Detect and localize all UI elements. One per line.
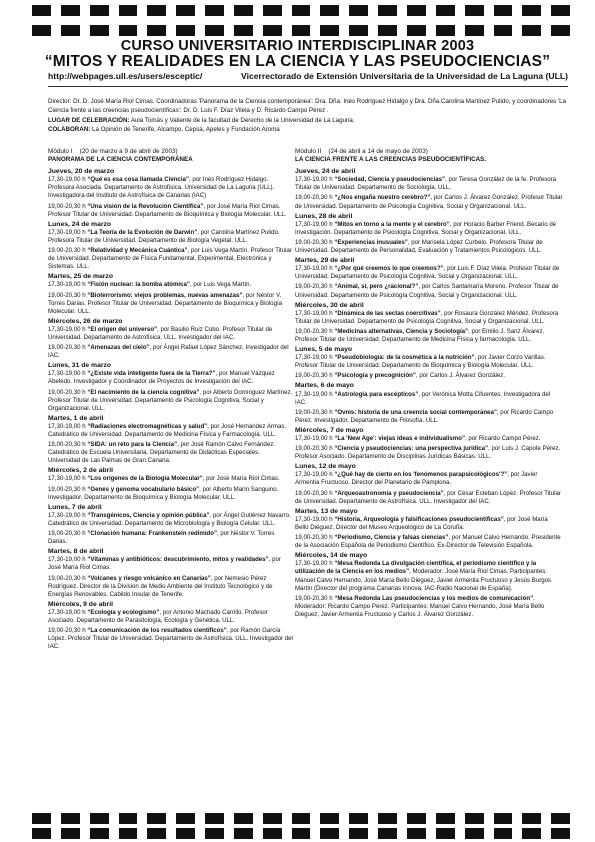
speaker-info: , por Carlos J. Álvarez González. — [415, 372, 506, 380]
schedule-event — [48, 441, 293, 465]
schedule-event — [48, 609, 293, 625]
bar-segment — [263, 5, 282, 16]
speaker-info: , por Basilio Ruiz Cobo. Profesor Titular de Universidad. Departamento de Astrofísica. ULL. Investigador del IAC. — [48, 325, 273, 341]
day-heading: Martes, 29 de abril — [295, 257, 355, 265]
event-time: 17,30-19,00 h — [48, 556, 86, 564]
bar-segment — [407, 828, 426, 839]
day-heading: Martes, 8 de abril — [48, 548, 104, 556]
event-time: 17,30-19,00 h — [295, 435, 333, 442]
schedule-event — [295, 409, 563, 425]
venue-text: Aula Tomás y Valiente de la facultad de Derecho de la Universidad de La Laguna. — [130, 116, 355, 124]
talk-title: “Qué es esa cosa llamada Ciencia” — [87, 176, 189, 184]
bar-segment — [436, 813, 455, 824]
bar-segment — [119, 828, 138, 839]
schedule-event — [295, 534, 563, 550]
speaker-info: , por Ricardo Campo Pérez. — [465, 435, 541, 442]
bar-segment — [436, 25, 455, 36]
event-time: 17,30-19,00 h — [48, 176, 86, 184]
schedule-event — [48, 389, 293, 413]
module-1-schedule — [48, 168, 293, 651]
module-1-title: PANORAMA DE LA CIENCIA CONTEMPORÁNEA — [48, 156, 193, 164]
decorative-bar-bottom — [32, 828, 570, 839]
bar-segment — [320, 813, 339, 824]
schedule-event — [295, 391, 563, 407]
bar-segment — [61, 828, 80, 839]
bar-segment — [147, 25, 166, 36]
schedule-event — [295, 265, 563, 281]
event-time: 19,00-20,30 h — [295, 194, 333, 202]
speaker-info: , por José María Riol Cimas. Profesor Titular de Universidad. Departamento de Bioquímica y Biología Molecular. ULL. — [48, 202, 287, 218]
event-time: 19,00-20,30 h — [295, 283, 333, 291]
speaker-info: , por José María Riol Cimas. — [48, 556, 281, 572]
speaker-info: , por Emilio J. Sanz Álvarez. Profesor Titular de Universidad. Departamento de Medicina Física y farmacología. ULL. — [295, 327, 545, 343]
talk-title: “Pseudobiología: de la cosmética a la nutrición” — [334, 354, 475, 362]
event-time: 17,30-19,00 h — [48, 228, 86, 236]
speaker-info: , por Ramón García López. Profesor Titular de Universidad. Departamento de Astrofísica. ULL. Investigador del IAC. — [48, 627, 293, 651]
event-time: 19,00-20,30 h — [295, 238, 333, 246]
bar-segment — [147, 828, 166, 839]
event-time: 17,30-19,00 h — [48, 511, 86, 519]
bar-segment — [349, 5, 368, 16]
bar-segment — [378, 828, 397, 839]
bar-segment — [119, 813, 138, 824]
bar-segment — [349, 813, 368, 824]
speaker-info: , por José María Riol Cimas. — [202, 475, 280, 483]
talk-title: “El nacimiento de la ciencia cognitiva” — [87, 388, 200, 396]
bar-segment — [292, 813, 311, 824]
event-time: 19,00-20,30 h — [295, 408, 333, 416]
bar-segment — [90, 813, 109, 824]
talk-title: “La Teoría de la Evolución de Darwin” — [87, 228, 198, 236]
bar-segment — [349, 25, 368, 36]
day-heading: Jueves, 24 de abril — [295, 168, 356, 176]
bar-segment — [378, 5, 397, 16]
talk-title: “Bioterrorismo: viejos problemas, nuevas amenazas” — [87, 291, 243, 299]
schedule-event — [295, 372, 563, 380]
talk-title: “¿Qué hay de cierto en los 'fenómenos parapsicológicos'?” — [334, 471, 508, 479]
schedule-event — [295, 176, 563, 192]
talk-title: “Genes y genoma vocabulario básico” — [87, 485, 200, 493]
talk-title: “Experiencias inusuales” — [334, 238, 408, 246]
bar-segment — [494, 813, 513, 824]
speaker-info: , por José María Bello Diéguez. Director del Museo Arqueológico de La Coruña. — [295, 515, 548, 531]
speaker-info: , por Carolina Martínez Pulido. Profesora Titular de Universidad. Departamento de Biología Vegetal. ULL. — [48, 228, 280, 244]
module-1-label: Módulo I — [48, 148, 73, 155]
event-time: 17,30-19,00 h — [48, 475, 86, 483]
event-time: 19,00-20,30 h — [48, 291, 86, 299]
bar-segment — [465, 828, 484, 839]
event-time: 17,30-19,00 h — [295, 354, 333, 362]
event-time: 19,00-20,30 h — [48, 247, 86, 255]
bar-segment — [119, 5, 138, 16]
module-1-column — [48, 148, 293, 653]
day-heading: Martes, 1 de abril — [48, 414, 104, 422]
speaker-info: , por Luis Vega Martín. Profesor Titular de Universidad. Departamento de Física Fundamental, Experimental, Electrónica y Sistemas. ULL. — [48, 247, 292, 271]
schedule-event — [48, 475, 293, 483]
decorative-bar-second — [32, 25, 570, 36]
day-heading: Martes, 13 de mayo — [295, 507, 358, 515]
speaker-info: , por Rosaura González Méndez. Profesora Titular de Universidad. Departamento de Psicología Cognitiva, Social y Organizacional. ULL. — [295, 309, 559, 325]
speaker-info: , por Luis F. Díaz Vilela. Profesor Titular de Universidad. Departamento de Psicología Cognitiva, Social y Organizacional. ULL. — [295, 265, 560, 281]
bar-segment — [494, 5, 513, 16]
bar-segment — [551, 25, 570, 36]
talk-title: “Medicinas alternativas, Ciencia y Sociología” — [334, 327, 469, 335]
schedule-event — [295, 328, 563, 344]
module-1-header — [48, 148, 293, 156]
schedule-event — [48, 292, 293, 316]
schedule-event — [48, 423, 293, 439]
schedule-event — [295, 310, 563, 326]
bar-segment — [551, 828, 570, 839]
talk-title: “Clonación humana: Frankenstein redimido” — [87, 530, 218, 538]
schedule-event — [295, 435, 563, 443]
speaker-info: , por José Ramón Calvo Fernández. Catedrático de Escuela Universitaria. Departamento de Didácticas Especiales. Universidad de Las Palmas de Gran Canaria. — [48, 441, 275, 465]
speaker-info: , por Ángel Rafael López Sánchez. Investigador del IAC. — [48, 344, 289, 360]
speaker-info: , por Teresa González de la fe. Profesora Titular de Universidad. Departamento de Sociología. ULL. — [295, 176, 557, 192]
sponsors-label: COLABORAN: — [48, 126, 91, 134]
venue-label: LUGAR DE CELEBRACIÓN: — [48, 116, 130, 124]
speaker-info: , por Alberto Domínguez Martínez. Profesor Titular de Universidad. Departamento de Psicología Cognitiva, Social y Organizacional. ULL. — [48, 388, 293, 412]
schedule-event — [295, 354, 563, 370]
website-url[interactable]: http://webpages.ull.es/users/esceptic/ — [48, 71, 203, 81]
bar-segment — [407, 813, 426, 824]
event-time: 19,00-20,30 h — [295, 534, 333, 542]
event-time: 17,30-19,00 h — [295, 560, 333, 568]
event-time: 17,30-19,00 h — [295, 220, 333, 228]
bar-segment — [234, 813, 253, 824]
bar-segment — [522, 25, 541, 36]
speaker-info: . Moderador: Ricardo Campo Pérez. Participantes: Manuel Calvo Hernando, José María Bello Diéguez, Javier Armentia Fructuoso y Carlos J. Álvarez González. — [295, 594, 545, 618]
bar-segment — [61, 813, 80, 824]
day-heading: Martes, 25 de marzo — [48, 273, 113, 281]
day-heading: Miércoles, 14 de mayo — [295, 552, 368, 560]
bar-segment — [234, 828, 253, 839]
header-divider — [48, 86, 568, 87]
venue-line — [48, 116, 568, 125]
bar-segment — [176, 25, 195, 36]
bar-segment — [436, 828, 455, 839]
schedule-event — [48, 370, 293, 386]
schedule-event — [295, 194, 563, 210]
schedule-event — [48, 281, 293, 289]
bar-segment — [292, 828, 311, 839]
event-time: 19,00-20,30 h — [48, 627, 86, 635]
talk-title: “Vitaminas y antibióticos: descubrimiento, mitos y realidades” — [87, 556, 269, 564]
talk-title: “Astrología para escépticos” — [334, 390, 419, 398]
talk-title: “Periodismo, Ciencia y falsas ciencias” — [334, 534, 449, 542]
day-heading: Miércoles, 9 de abril — [48, 600, 113, 608]
event-time: 17,30-19,00 h — [48, 370, 86, 378]
bar-segment — [205, 813, 224, 824]
schedule-event — [48, 627, 293, 651]
bar-segment — [176, 5, 195, 16]
event-time: 17,30-19,00 h — [295, 309, 333, 317]
bar-segment — [407, 5, 426, 16]
day-heading: Miércoles, 26 de marzo — [48, 317, 123, 325]
schedule-event — [295, 445, 563, 461]
talk-title: “Mesa Redonda Las pseudociencias y los medios de comunicación” — [334, 594, 534, 602]
schedule-event — [48, 530, 293, 546]
bar-segment — [320, 828, 339, 839]
event-time: 19,00-20,30 h — [295, 372, 333, 380]
speaker-info: , por Inés Rodríguez Hidalgo. Profesora Asociada. Departamento de Astrofísica. Universidad de La Laguna (ULL). Investigadora del Instituto de Astrofísica de Canarias (IAC) — [48, 176, 275, 200]
bar-segment — [263, 828, 282, 839]
bar-segment — [32, 813, 51, 824]
bar-segment — [32, 828, 51, 839]
speaker-info: , por Luis J. Capote Pérez. Profesor Asociado. Departamento de Disciplinas Jurídicas Básicas. ULL. — [295, 445, 561, 461]
bar-segment — [465, 813, 484, 824]
day-heading: Lunes, 28 de abril — [295, 212, 353, 220]
bar-segment — [551, 5, 570, 16]
speaker-info: , por Marisela López Curbelo. Profesora Titular de Universidad. Departamento de Personalidad, Evaluación y Tratamientos Psicológicos. ULL. — [295, 238, 543, 255]
speaker-info: , por Alberto Marín Sanguino. Investigador. Departamento de Bioquímica y Biología Molecular. ULL. — [48, 485, 279, 501]
module-2-column — [295, 148, 563, 621]
talk-title: “¿Por qué creemos lo que creemos?” — [334, 265, 444, 273]
speaker-info: , por Manuel Calvo Hernando. Presidente de la Asociación Española de Periodismo Científico. Ex-Director de Televisión Española. — [295, 534, 561, 550]
event-time: 19,00-20,30 h — [48, 202, 86, 210]
bar-segment — [119, 25, 138, 36]
schedule-event — [48, 486, 293, 502]
talk-title: “Fisión nuclear: la bomba atómica” — [87, 281, 190, 289]
talk-title: “¿Nos engaña nuestro cerebro?” — [334, 194, 431, 202]
module-2-header — [295, 148, 563, 156]
speaker-info: , Moderador: José María Riol Cimas. Participantes: Manuel Calvo Hernando, José María Bello Diéguez, Javier Armentia Fructuoso y Jesús Burgos Martín (Director del programa Canarias Innova, IAC-Radio Nacional de España). — [295, 568, 552, 592]
speaker-info: , por Carlos J. Álvarez González. Profesor Titular de Universidad. Departamento de Psicología Cognitiva, Social y Organizacional. ULL. — [295, 194, 563, 210]
event-time: 19,00-20,30 h — [295, 489, 333, 497]
sponsors-line — [48, 125, 568, 134]
decorative-bar-third — [32, 813, 570, 824]
bar-segment — [522, 828, 541, 839]
schedule-event — [48, 229, 293, 245]
speaker-info: , por Javier Corzo Varillas. Profesor Titular de Universidad. Departamento de Bioquímica y Biología Molecular. ULL. — [295, 354, 546, 370]
bar-segment — [61, 5, 80, 16]
decorative-bar-top — [32, 5, 570, 16]
bar-segment — [234, 25, 253, 36]
vicerrectorado-text: Vicerrectorado de Extensión Universitaria de la Universidad de La Laguna (ULL) — [241, 71, 568, 81]
bar-segment — [90, 25, 109, 36]
schedule-event — [295, 560, 563, 592]
speaker-info: , por Ricardo Campo Pérez. Investigador. Departamento de Filosofía. ULL. — [295, 408, 554, 424]
bar-segment — [320, 25, 339, 36]
sponsors-text: La Opinión de Tenerife, Alcampo, Cepsa, Apeles y Fundación Aroma — [92, 126, 280, 134]
talk-title: “Ovnis: historia de una creencia social contemporánea” — [334, 408, 497, 416]
talk-title: “Animal, sí, pero ¿racional?” — [334, 283, 419, 291]
bar-segment — [176, 828, 195, 839]
event-time: 19,00-20,30 h — [48, 344, 86, 352]
day-heading: Miércoles, 30 de abril — [295, 301, 364, 309]
bar-segment — [292, 5, 311, 16]
talk-title: “Historia, Arqueología y falsificaciones pseudocientíficas” — [334, 515, 504, 523]
bar-segment — [522, 5, 541, 16]
speaker-info: , por Néstor V. Torres Darias. Profesor Titular de Universidad. Departamento de Bioquímica y Biología Molecular. ULL. — [48, 291, 283, 315]
event-time: 17,30-19,00 h — [295, 265, 333, 273]
bar-segment — [205, 25, 224, 36]
schedule-event — [295, 490, 563, 506]
speaker-info: , por Carlos Santamaría Moreno. Profesor Titular de Universidad. Departamento de Psicología Cognitiva, Social y Organizacional. ULL. — [295, 283, 559, 299]
speaker-info: , por Verónica Motta Cifuentes. Investigadora del IAC. — [295, 390, 551, 406]
event-time: 17,30-19,00 h — [48, 325, 86, 333]
day-heading: Lunes, 24 de marzo — [48, 220, 112, 228]
schedule-event — [48, 203, 293, 219]
speaker-info: , por Manuel Vázquez Abeledo. Investigador y Coordinador de Proyectos de Investigación del IAC. — [48, 370, 275, 386]
module-2-label: Módulo II — [295, 148, 322, 155]
talk-title: “Ecología y ecologismo” — [87, 608, 160, 616]
schedule-event — [48, 176, 293, 200]
module-2-dates: (24 de abril a 14 de mayo de 2003) — [328, 148, 428, 155]
bar-segment — [147, 5, 166, 16]
day-heading: Martes, 6 de mayo — [295, 382, 354, 390]
day-heading: Lunes, 31 de marzo — [48, 362, 112, 370]
talk-title: “El origen del universo” — [87, 325, 158, 333]
day-heading: Lunes, 12 de mayo — [295, 463, 356, 471]
bar-segment — [263, 813, 282, 824]
event-time: 19,00-20,30 h — [295, 445, 333, 453]
event-time: 17,30-19,00 h — [295, 515, 333, 523]
day-heading: Miércoles, 7 de mayo — [295, 426, 364, 434]
event-time: 19,00-20,30 h — [48, 574, 86, 582]
talk-title: “Los orígenes de la Biología Molecular” — [87, 475, 203, 483]
schedule-event — [48, 326, 293, 342]
event-time: 17,30-19,00 h — [295, 471, 333, 479]
talk-title: “SIDA: un reto para la Ciencia” — [87, 441, 178, 449]
schedule-event — [48, 344, 293, 360]
day-heading: Miércoles, 2 de abril — [48, 467, 113, 475]
day-heading: Lunes, 7 de abril — [48, 503, 102, 511]
bar-segment — [292, 25, 311, 36]
speaker-info: , por Horacio Barber Friend. Becario de Investigación. Departamento de Psicología Cognitiva, Social y Organizacional. ULL. — [295, 220, 557, 236]
schedule-event — [48, 556, 293, 572]
event-time: 19,00-20,30 h — [295, 594, 333, 602]
bar-segment — [176, 813, 195, 824]
bar-segment — [494, 25, 513, 36]
schedule-event — [48, 575, 293, 599]
talk-title: “Volcanes y riesgo volcánico en Canarias” — [87, 574, 211, 582]
schedule-event — [48, 512, 293, 528]
course-subtitle: “MITOS Y REALIDADES EN LA CIENCIA Y LAS PSEUDOCIENCIAS” — [44, 53, 551, 70]
bar-segment — [90, 828, 109, 839]
talk-title: “La comunicación de los resultados científicos” — [87, 627, 227, 635]
schedule-event — [48, 247, 293, 271]
bar-segment — [61, 25, 80, 36]
bar-segment — [263, 25, 282, 36]
schedule-event — [295, 595, 563, 619]
talk-title: “Relatividad y Mecánica Cuántica” — [87, 247, 188, 255]
module-2-schedule — [295, 168, 563, 619]
bar-segment — [436, 5, 455, 16]
bar-segment — [349, 828, 368, 839]
event-time: 17,30-19,00 h — [48, 281, 86, 289]
bar-segment — [320, 5, 339, 16]
talk-title: “Radiaciones electromagnéticas y salud” — [87, 422, 208, 430]
bar-segment — [378, 813, 397, 824]
talk-title: “Amenazas del cielo” — [87, 344, 150, 352]
speaker-info: , por Ángel Gutiérrez Navarro. Catedrático de Universidad. Departamento de Microbiología y Biología Celular. ULL. — [48, 511, 291, 527]
event-time: 17,30-19,00 h — [48, 608, 86, 616]
day-heading: Jueves, 20 de marzo — [48, 168, 115, 176]
schedule-event — [295, 516, 563, 532]
talk-title: “Sociedad, Ciencia y pseudociencias” — [334, 176, 446, 184]
speaker-info: , por José Hernández Armas. Catedrático de Universidad. Departamento de Medicina Física y Farmacología. ULL. — [48, 422, 287, 438]
speaker-info: , por Antonio Machado Carrillo. Profesor Asociado. Departamento de Parasitología, Ecología y Genética. ULL. — [48, 608, 268, 624]
schedule-event — [295, 221, 563, 237]
event-time: 19,00-20,30 h — [48, 485, 86, 493]
talk-title: “Dinámica de las sectas coercitivas” — [334, 309, 441, 317]
bar-segment — [205, 828, 224, 839]
talk-title: “¿Existe vida inteligente fuera de la Tierra?” — [87, 370, 216, 378]
module-1-dates: (20 de marzo a 9 de abril de 2003) — [79, 148, 178, 155]
speaker-info: , por Néstor V. Torres Darias. — [48, 530, 275, 546]
talk-title: “Una visión de la Revolución Científica” — [87, 202, 204, 210]
talk-title: “Psicología y precognición” — [334, 372, 416, 380]
bar-segment — [32, 5, 51, 16]
module-2-title: LA CIENCIA FRENTE A LAS CREENCIAS PSEUDOCIENTÍFICAS. — [295, 156, 487, 164]
talk-title: “Transgénicos, Ciencia y opinión pública” — [87, 511, 210, 519]
event-time: 17,30-19,00 h — [48, 422, 86, 430]
bar-segment — [494, 828, 513, 839]
bar-segment — [90, 5, 109, 16]
event-time: 19,00-20,30 h — [48, 441, 86, 449]
speaker-info: , por Javier Armentia Fructuoso. Director del Planetario de Pamplona. — [295, 471, 538, 487]
talk-title: “Mesa Redonda La divulgación científica, el periodismo científico y la utilización de la Ciencia en los medios” — [295, 560, 537, 576]
bar-segment — [234, 5, 253, 16]
event-time: 19,00-20,30 h — [48, 530, 86, 538]
speaker-info: , por César Esteban López. Profesor Titular de Universidad. Departamento de Astrofísica. ULL. Investigador del IAC. — [295, 489, 561, 505]
speaker-info: , por Luis Vega Martín. — [189, 281, 252, 289]
event-time: 19,00-20,30 h — [295, 327, 333, 335]
event-time: 17,30-19,00 h — [295, 176, 333, 184]
bar-segment — [522, 813, 541, 824]
event-time: 17,30-19,00 h — [295, 390, 333, 398]
header-info-line — [48, 71, 568, 81]
talk-title: “La 'New Age': viejas ideas e individualismo” — [334, 435, 466, 442]
bar-segment — [407, 25, 426, 36]
director-text: Director: Dr. D. José María Riol Cimas. Coordinadoras 'Panorama de la Ciencia contemporánea': Dra. Dña. Inés Rodríguez Hidalgo y Dra. Dña.Carolina Martínez Pulido, y coordinadores 'La Ciencia frente a las creencias pseudocientíficas': Dr. D. Luis F. Díaz Vilela y D. Ricardo Campo Pérez . — [48, 98, 567, 115]
bar-segment — [147, 813, 166, 824]
day-heading: Lunes, 5 de mayo — [295, 346, 353, 354]
talk-title: “Arqueoastronomía y pseudociencia” — [334, 489, 444, 497]
bar-segment — [378, 25, 397, 36]
bar-segment — [465, 25, 484, 36]
bar-segment — [465, 5, 484, 16]
talk-title: “Mitos en torno a la mente y el cerebro” — [334, 220, 450, 228]
bar-segment — [551, 813, 570, 824]
speaker-info: , por Nemesio Pérez Rodríguez. Director de la División de Medio Ambiente del Instituto Tecnológico y de Energías Renovables. Cabildo Insular de Tenerife. — [48, 574, 273, 598]
schedule-event — [295, 471, 563, 487]
schedule-event — [295, 239, 563, 255]
course-title: CURSO UNIVERSITARIO INTERDISCIPLINAR 2003 — [120, 38, 475, 54]
schedule-event — [295, 283, 563, 299]
bar-segment — [205, 5, 224, 16]
talk-title: “Ciencia y pseudociencias: una perspectiva jurídica” — [334, 445, 489, 453]
intro-block — [48, 97, 568, 135]
bar-segment — [32, 25, 51, 36]
event-time: 19,00-20,30 h — [48, 388, 86, 396]
